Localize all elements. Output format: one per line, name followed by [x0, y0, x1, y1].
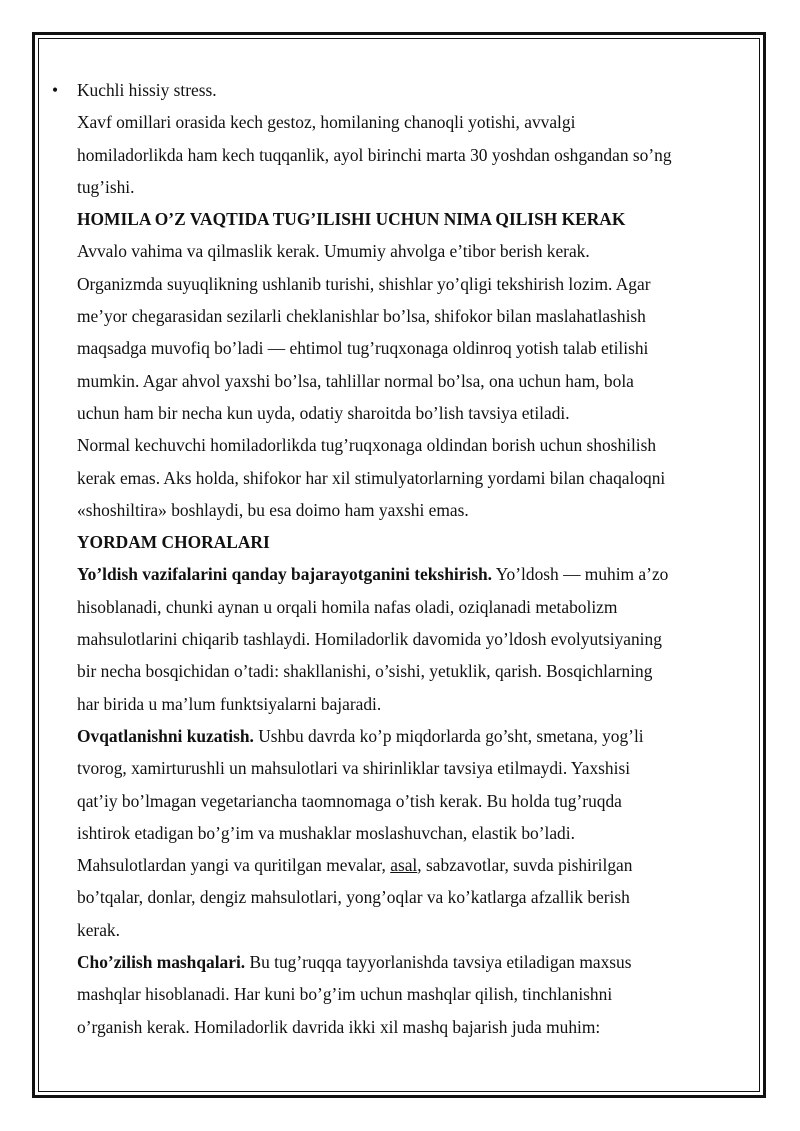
paragraph-line: kerak. — [77, 919, 120, 940]
paragraph-text: Yo’ldosh — muhim a’zo — [492, 564, 669, 585]
run-in-heading: Yo’ldish vazifalarini qanday bajarayotganini tekshirish. — [77, 564, 493, 585]
run-in-heading: Ovqatlanishni kuzatish. — [77, 725, 254, 746]
paragraph-line: mumkin. Agar ahvol yaxshi bo’lsa, tahlillar normal bo’lsa, ona uchun ham, bola — [77, 370, 634, 391]
paragraph-line: mahsulotlarini chiqarib tashlaydi. Homiladorlik davomida yo’ldosh evolyutsiyaning — [77, 629, 662, 650]
paragraph-line: kerak emas. Aks holda, shifokor har xil stimulyatorlarning yordami bilan chaqaloqni — [77, 467, 666, 488]
paragraph-line: tug’ishi. — [77, 176, 135, 197]
paragraph-line — [77, 946, 727, 978]
document-body — [52, 74, 727, 1043]
paragraph-text: Ushbu davrda ko’p miqdorlarda go’sht, smetana, yog’li — [253, 725, 644, 746]
paragraph-line: «shoshiltira» boshlaydi, bu esa doimo ham yaxshi emas. — [77, 499, 469, 520]
link-asal[interactable]: asal — [390, 855, 418, 876]
paragraph-text: , sabzavotlar, suvda pishirilgan — [417, 855, 633, 876]
paragraph-line: hisoblanadi, chunki aynan u orqali homila nafas oladi, oziqlanadi metabolizm — [77, 596, 618, 617]
paragraph-line: Normal kechuvchi homiladorlikda tug’ruqxonaga oldindan borish uchun shoshilish — [77, 435, 657, 456]
section-heading: HOMILA O’Z VAQTIDA TUG’ILISHI UCHUN NIMA QILISH KERAK — [77, 209, 626, 230]
paragraph-line: har birida u ma’lum funktsiyalarni bajaradi. — [77, 693, 382, 714]
paragraph-line — [77, 849, 727, 881]
paragraph-line: bir necha bosqichidan o’tadi: shakllanishi, o’sishi, yetuklik, qarish. Bosqichlarning — [77, 661, 653, 682]
paragraph-line: o’rganish kerak. Homiladorlik davrida ikki xil mashq bajarish juda muhim: — [77, 1016, 601, 1037]
paragraph-line: uchun ham bir necha kun uyda, odatiy sharoitda bo’lish tavsiya etiladi. — [77, 402, 570, 423]
paragraph-line: Avvalo vahima va qilmaslik kerak. Umumiy ahvolga e’tibor berish kerak. — [77, 241, 590, 262]
section-heading: YORDAM CHORALARI — [77, 532, 270, 553]
paragraph-line: Xavf omillari orasida kech gestoz, homilaning chanoqli yotishi, avvalgi — [77, 112, 576, 133]
paragraph-text: Mahsulotlardan yangi va quritilgan mevalar, — [77, 855, 391, 876]
paragraph-line: Organizmda suyuqlikning ushlanib turishi, shishlar yo’qligi tekshirish lozim. Agar — [77, 273, 651, 294]
paragraph-line: bo’tqalar, donlar, dengiz mahsulotlari, yong’oqlar va ko’katlarga afzallik berish — [77, 887, 630, 908]
paragraph-line — [77, 558, 727, 590]
paragraph-line: qat’iy bo’lmagan vegetariancha taomnomaga o’tish kerak. Bu holda tug’ruqda — [77, 790, 622, 811]
bullet-symbol: • — [52, 80, 59, 100]
paragraph-line: maqsadga muvofiq bo’ladi — ehtimol tug’ruqxonaga oldinroq yotish talab etilishi — [77, 338, 649, 359]
run-in-heading: Cho’zilish mashqalari. — [77, 952, 246, 973]
paragraph-line: tvorog, xamirturushli un mahsulotlari va shirinliklar tavsiya etilmaydi. Yaxshisi — [77, 758, 631, 779]
paragraph-line: mashqlar hisoblanadi. Har kuni bo’g’im uchun mashqlar qilish, tinchlanishni — [77, 984, 613, 1005]
paragraph-text: Bu tug’ruqqa tayyorlanishda tavsiya etiladigan maxsus — [245, 952, 632, 973]
paragraph-line: homiladorlikda ham kech tuqqanlik, ayol birinchi marta 30 yoshdan oshgandan so’ng — [77, 144, 672, 165]
bullet-text: Kuchli hissiy stress. — [77, 80, 217, 100]
paragraph-line: me’yor chegarasidan sezilarli cheklanishlar bo’lsa, shifokor bilan maslahatlashish — [77, 306, 646, 327]
paragraph-line — [77, 720, 727, 752]
paragraph-line: ishtirok etadigan bo’g’im va mushaklar moslashuvchan, elastik bo’ladi. — [77, 822, 575, 843]
bullet-item — [52, 74, 727, 106]
